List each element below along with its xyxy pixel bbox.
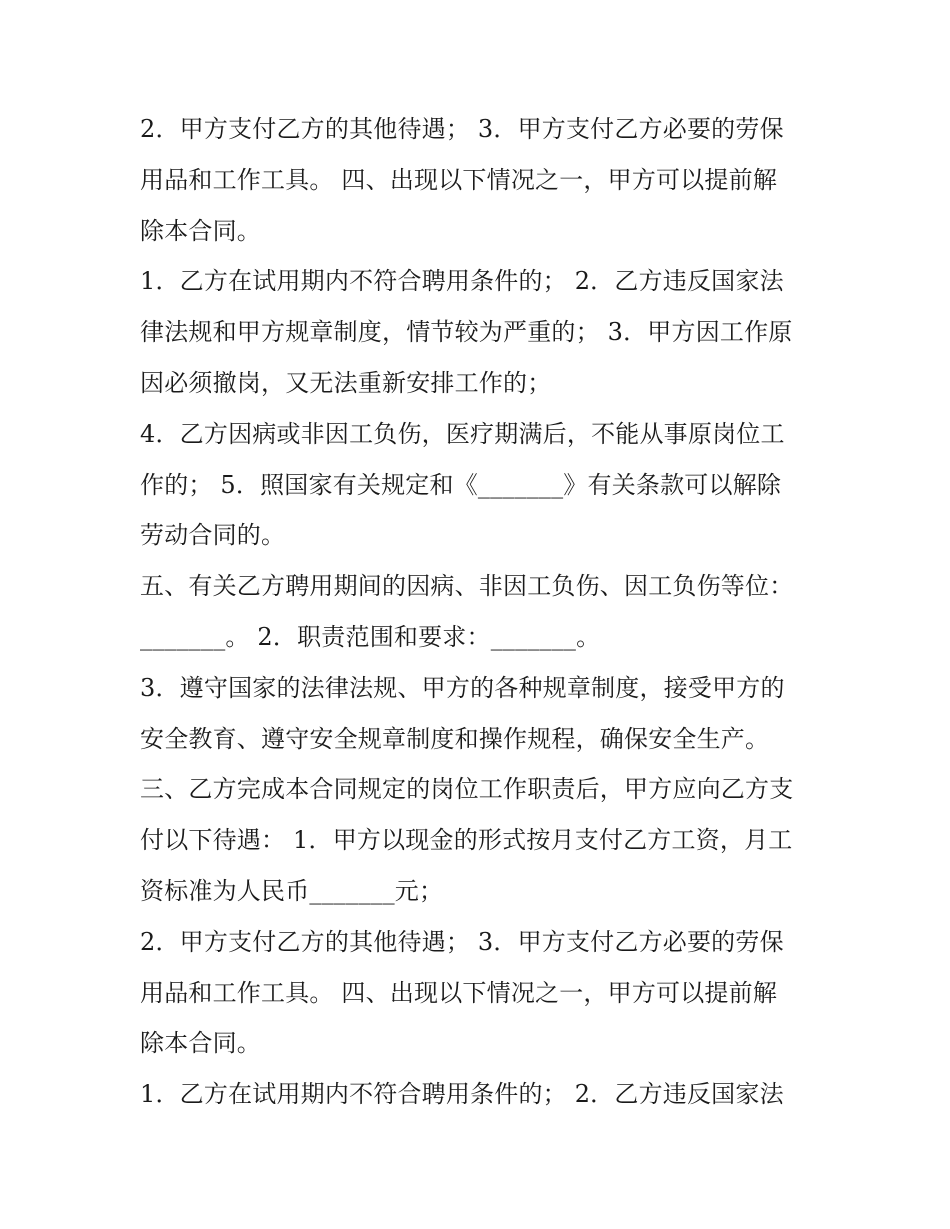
text-line: 三、乙方完成本合同规定的岗位工作职责后，甲方应向乙方支 bbox=[140, 775, 794, 804]
text-line: 作的； 5．照国家有关规定和《_______》有关条款可以解除 bbox=[140, 470, 782, 499]
text-line: 付以下待遇： 1．甲方以现金的形式按月支付乙方工资，月工 bbox=[140, 826, 793, 855]
text-line: 除本合同。 bbox=[140, 216, 261, 245]
text-line: 安全教育、遵守安全规章制度和操作规程，确保安全生产。 bbox=[140, 724, 770, 753]
text-line: 1．乙方在试用期内不符合聘用条件的； 2．乙方违反国家法 bbox=[140, 1080, 784, 1109]
text-line: 五、有关乙方聘用期间的因病、非因工负伤、因工负伤等位： bbox=[140, 572, 794, 601]
text-line: 1．乙方在试用期内不符合聘用条件的； 2．乙方违反国家法 bbox=[140, 267, 784, 296]
document-body bbox=[140, 104, 820, 1120]
text-line: 2．甲方支付乙方的其他待遇； 3．甲方支付乙方必要的劳保 bbox=[140, 927, 784, 956]
text-line: 劳动合同的。 bbox=[140, 521, 286, 550]
text-line: 4．乙方因病或非因工负伤，医疗期满后，不能从事原岗位工 bbox=[140, 419, 785, 448]
text-line: 因必须撤岗，又无法重新安排工作的； bbox=[140, 368, 552, 397]
text-line: 用品和工作工具。 四、出现以下情况之一，甲方可以提前解 bbox=[140, 165, 778, 194]
text-line: 律法规和甲方规章制度，情节较为严重的； 3．甲方因工作原 bbox=[140, 318, 793, 347]
text-line: _______。 2．职责范围和要求：_______。 bbox=[140, 622, 601, 651]
text-line: 用品和工作工具。 四、出现以下情况之一，甲方可以提前解 bbox=[140, 978, 778, 1007]
text-line: 资标准为人民币_______元； bbox=[140, 876, 444, 905]
text-line: 3．遵守国家的法律法规、甲方的各种规章制度，接受甲方的 bbox=[140, 673, 785, 702]
text-line: 2．甲方支付乙方的其他待遇； 3．甲方支付乙方必要的劳保 bbox=[140, 115, 784, 143]
text-line: 除本合同。 bbox=[140, 1029, 261, 1058]
